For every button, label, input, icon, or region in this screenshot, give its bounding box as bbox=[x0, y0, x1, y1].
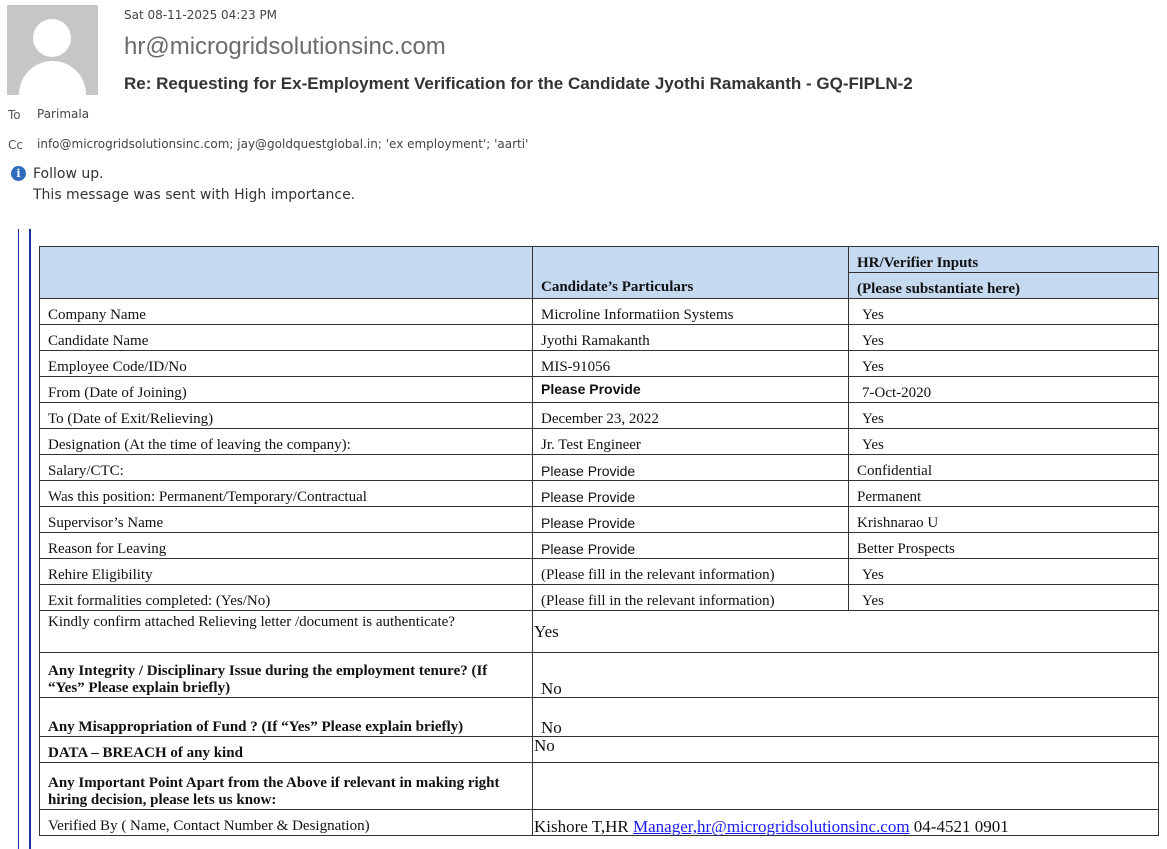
row-verifier-value: Yes bbox=[849, 585, 1159, 611]
quote-bar-inner bbox=[29, 229, 31, 849]
integrity-row bbox=[40, 653, 1159, 698]
important-row bbox=[40, 763, 1159, 810]
row-label: Salary/CTC: bbox=[40, 455, 533, 481]
cc-label: Cc bbox=[8, 138, 23, 152]
row-candidate-value: Jr. Test Engineer bbox=[533, 429, 849, 455]
email-date: Sat 08-11-2025 04:23 PM bbox=[124, 8, 278, 22]
verified-label: Verified By ( Name, Contact Number & Designation) bbox=[40, 810, 533, 836]
row-verifier-value: Yes bbox=[849, 351, 1159, 377]
row-label: From (Date of Joining) bbox=[40, 377, 533, 403]
row-candidate-value: Microline Informatiion Systems bbox=[533, 299, 849, 325]
important-label: Any Important Point Apart from the Above if relevant in making right hiring decision, please lets us know: bbox=[40, 763, 533, 810]
verification-table bbox=[39, 246, 1159, 836]
table-row bbox=[40, 325, 1159, 351]
row-label: Employee Code/ID/No bbox=[40, 351, 533, 377]
verified-name: Kishore T,HR bbox=[534, 817, 634, 836]
row-candidate-value: (Please fill in the relevant information) bbox=[533, 559, 849, 585]
verified-value bbox=[533, 810, 1159, 836]
avatar-head bbox=[33, 19, 71, 57]
table-row bbox=[40, 299, 1159, 325]
row-verifier-value: 7-Oct-2020 bbox=[849, 377, 1159, 403]
integrity-value: No bbox=[533, 653, 1159, 698]
table-row bbox=[40, 403, 1159, 429]
table-row bbox=[40, 351, 1159, 377]
breach-label: DATA – BREACH of any kind bbox=[40, 737, 533, 763]
row-label: Designation (At the time of leaving the company): bbox=[40, 429, 533, 455]
row-label: Exit formalities completed: (Yes/No) bbox=[40, 585, 533, 611]
follow-up-flag[interactable]: Follow up. bbox=[33, 166, 104, 182]
row-label: Candidate Name bbox=[40, 325, 533, 351]
table-row bbox=[40, 533, 1159, 559]
row-candidate-value: Jyothi Ramakanth bbox=[533, 325, 849, 351]
table-row bbox=[40, 507, 1159, 533]
importance-notice: This message was sent with High importance. bbox=[33, 187, 356, 203]
row-label: Reason for Leaving bbox=[40, 533, 533, 559]
info-icon: i bbox=[11, 166, 26, 181]
row-candidate-value: Please Provide bbox=[533, 455, 849, 481]
table-row bbox=[40, 585, 1159, 611]
cc-recipients[interactable]: info@microgridsolutionsinc.com; jay@goldquestglobal.in; 'ex employment'; 'aarti' bbox=[37, 137, 529, 151]
table-row bbox=[40, 455, 1159, 481]
row-label: Rehire Eligibility bbox=[40, 559, 533, 585]
row-label: To (Date of Exit/Relieving) bbox=[40, 403, 533, 429]
relieving-row bbox=[40, 611, 1159, 653]
table-row bbox=[40, 429, 1159, 455]
header-blank-cell bbox=[40, 247, 533, 299]
fund-row bbox=[40, 698, 1159, 737]
row-candidate-value: Please Provide bbox=[533, 533, 849, 559]
verified-email-link[interactable]: Manager,hr@microgridsolutionsinc.com bbox=[633, 817, 910, 836]
row-verifier-value: Confidential bbox=[849, 455, 1159, 481]
row-verifier-value: Yes bbox=[849, 325, 1159, 351]
avatar-shoulders bbox=[19, 61, 86, 95]
fund-value: No bbox=[533, 698, 1159, 737]
table-row bbox=[40, 481, 1159, 507]
table-header-row-1 bbox=[40, 247, 1159, 273]
verified-phone: 04-4521 0901 bbox=[909, 817, 1009, 836]
row-verifier-value: Yes bbox=[849, 429, 1159, 455]
important-value bbox=[533, 763, 1159, 810]
breach-row bbox=[40, 737, 1159, 763]
row-candidate-value: Please Provide bbox=[533, 481, 849, 507]
row-label: Company Name bbox=[40, 299, 533, 325]
header-candidate-particulars: Candidate’s Particulars bbox=[533, 247, 849, 299]
row-verifier-value: Yes bbox=[849, 559, 1159, 585]
fund-label: Any Misappropriation of Fund ? (If “Yes” Please explain briefly) bbox=[40, 698, 533, 737]
integrity-label: Any Integrity / Disciplinary Issue during the employment tenure? (If “Yes” Please explain briefly) bbox=[40, 653, 533, 698]
to-label: To bbox=[8, 108, 21, 122]
row-label: Was this position: Permanent/Temporary/Contractual bbox=[40, 481, 533, 507]
row-verifier-value: Yes bbox=[849, 299, 1159, 325]
row-verifier-value: Yes bbox=[849, 403, 1159, 429]
row-label: Supervisor’s Name bbox=[40, 507, 533, 533]
row-candidate-value: Please Provide bbox=[533, 377, 849, 403]
row-candidate-value: December 23, 2022 bbox=[533, 403, 849, 429]
verified-row bbox=[40, 810, 1159, 836]
to-recipients[interactable]: Parimala bbox=[37, 107, 90, 121]
row-candidate-value: (Please fill in the relevant information) bbox=[533, 585, 849, 611]
row-verifier-value: Krishnarao U bbox=[849, 507, 1159, 533]
row-candidate-value: Please Provide bbox=[533, 507, 849, 533]
quote-bar-outer bbox=[18, 229, 19, 849]
sender-avatar bbox=[7, 5, 98, 95]
email-subject: Re: Requesting for Ex-Employment Verification for the Candidate Jyothi Ramakanth - GQ-FIPLN-2 bbox=[124, 74, 913, 93]
header-verifier-inputs: HR/Verifier Inputs bbox=[849, 247, 1159, 273]
header-substantiate: (Please substantiate here) bbox=[849, 273, 1159, 299]
row-verifier-value: Better Prospects bbox=[849, 533, 1159, 559]
relieving-label: Kindly confirm attached Relieving letter /document is authenticate? bbox=[40, 611, 533, 653]
relieving-value: Yes bbox=[533, 611, 1159, 653]
table-row bbox=[40, 559, 1159, 585]
table-row bbox=[40, 377, 1159, 403]
breach-value: No bbox=[533, 737, 1159, 763]
row-verifier-value: Permanent bbox=[849, 481, 1159, 507]
sender-address[interactable]: hr@microgridsolutionsinc.com bbox=[124, 33, 446, 60]
row-candidate-value: MIS-91056 bbox=[533, 351, 849, 377]
